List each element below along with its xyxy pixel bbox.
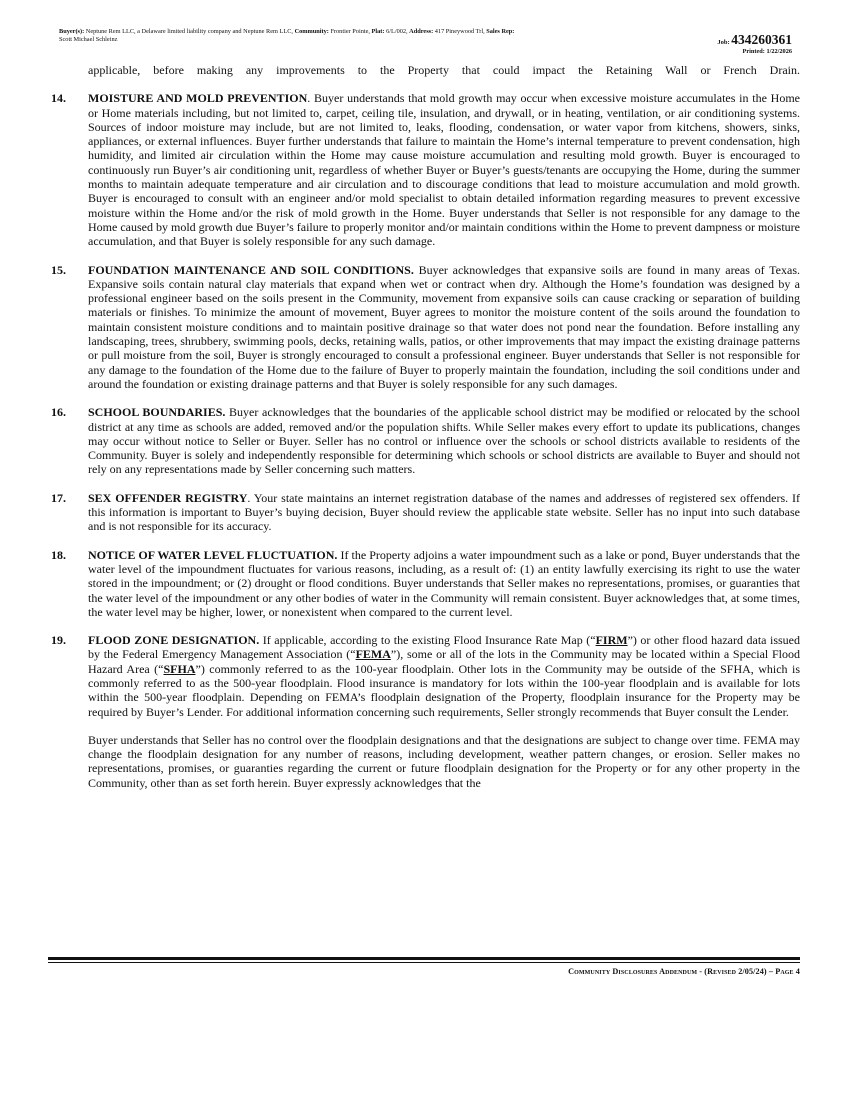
section-number: 15. (51, 262, 66, 277)
section-number: 14. (51, 91, 66, 106)
section-14 (0, 91, 849, 248)
section-title: MOISTURE AND MOLD PREVENTION (88, 91, 308, 106)
sales-rep-label: Sales Rep: (486, 28, 515, 35)
header-deal-info (59, 28, 689, 44)
section-title: FOUNDATION MAINTENANCE AND SOIL CONDITIONS. (88, 262, 414, 277)
buyers-label: Buyer(s): (59, 28, 85, 35)
job-label: Job: (717, 39, 730, 46)
footer-title: Community Disclosures Addendum - (Revised 2/05/24) – Page 4 (568, 967, 800, 976)
footer-rule-thick (48, 957, 800, 960)
buyers-value: Neptune Rem LLC, a Delaware limited liability company and Neptune Rem LLC, (85, 28, 293, 35)
address-value: 417 Pineywood Trl, (434, 28, 485, 35)
sales-rep-value: Scott Michael Schleinz (59, 36, 118, 43)
firm-term: FIRM (595, 633, 628, 648)
section-title: NOTICE OF WATER LEVEL FLUCTUATION. (88, 547, 338, 562)
section-17 (0, 491, 849, 534)
section-title: SEX OFFENDER REGISTRY (88, 490, 248, 505)
section-number: 18. (51, 547, 66, 562)
section-text: . Buyer understands that mold growth may occur when excessive moisture accumulates in the Home or Home materials including, but not limited to, carpet, ceiling tile, insulation, and drywall, or in heating, ventilation, or air conditioning systems. Sources of indoor moisture may include, but are not limited to, leaks, flooding, condensation, or water vapor from kitchens, showers, sinks, appliances, or external influences. Buyer further understands that failure to maintain the Home’s internal temperature to prevent condensation, high humidity, and limited air circulation within the Home may cause moisture accumulation and resulting mold growth. Buyer is encouraged to continuously run Buyer’s air conditioning unit, regardless of whether Buyer or Buyer’s guests/tenants are occupying the Home, during the summer months to maintain adequate temperature and air circulation and to discourage conditions that lead to moisture accumulation and mold growth. Buyer is encouraged to consult with an engineer and/or mold specialist to obtain detailed information regarding measures to prevent excessive moisture within the Home and/or the risk of mold growth in the Home. Buyer understands that Seller is not responsible for any damage to the Home caused by mold growth due Buyer’s failure to properly monitor and/or maintain conditions within the Home to prevent dampness or moisture accumulation, and that Buyer is solely responsible for any such damage. (88, 91, 800, 249)
address-label: Address: (409, 28, 434, 35)
sfha-term: SFHA (163, 661, 196, 676)
section-number: 17. (51, 490, 66, 505)
section-text: If the Property adjoins a water impoundment such as a lake or pond, Buyer understands that the water level of the impoundment fluctuates for various reasons, including, as a result of: (1) an entity lawfully exercising its right to use the water stored in the impoundment; or (2) drought or flood conditions. Buyer understands that Seller makes no representations, promises, or guaranties that the water level of the impoundment or any other bodies of water in the Community will remain consistent. Buyer acknowledges that, at some times, the water level may be higher, lower, or nonexistent when compared to the current level. (88, 547, 800, 619)
section-number: 16. (51, 405, 66, 420)
plat-label: Plat: (371, 28, 385, 35)
section-19-paragraph-2: Buyer understands that Seller has no control over the floodplain designations and that the designations are subject to change over time. FEMA may change the floodplain designation for any number of reasons, including development, weather pattern changes, or erosion. Seller makes no representations, promises, or guaranties regarding the current or future floodplain designation for the Property or for any other property in the Community, other than as set forth herein. Buyer expressly acknowledges that the (88, 732, 800, 790)
section-15 (0, 263, 849, 392)
footer-rule-thin (48, 962, 800, 963)
section-text-d: ”) commonly referred to as the 100-year floodplain. Other lots in the Community may be outside of the SFHA, which is commonly referred to as the 500-year floodplain. Flood insurance is mandatory for lots within the 100-year floodplain and is available for lots within the 500-year floodplain. Depending on FEMA’s floodplain designation of the Property, floodplain insurance for the Property may be required by Buyer’s Lender. For additional information concerning such requirements, Seller strongly recommends that Buyer consult the Lender. (88, 661, 800, 719)
page-footer (48, 957, 800, 976)
section-16 (0, 405, 849, 476)
fema-term: FEMA (355, 647, 391, 662)
page-header (59, 28, 792, 58)
section-text: . Your state maintains an internet registration database of the names and addresses of registered sex offenders. If this information is important to Buyer’s buying decision, Buyer should review the applicable state website. Seller has no input into such database and is not responsible for its accuracy. (88, 490, 800, 534)
community-label: Community: (294, 28, 329, 35)
header-job-info (717, 34, 792, 56)
section-number: 19. (51, 633, 66, 648)
section-19 (0, 633, 849, 790)
section-title: FLOOD ZONE DESIGNATION. (88, 633, 260, 648)
section-text-b: ”) or other flood hazard data issued by the Federal Emergency Management Association (“ (88, 633, 801, 662)
document-body (0, 58, 849, 790)
section-text: Buyer acknowledges that the boundaries of the applicable school district may be modified or relocated by the school district at any time as schools are added, removed and/or the population shifts. While Seller makes every effort to update its publications, changes may occur without notice to Seller or Buyer. Seller has no control or influence over the schools or school districts available to residents of the Community. Buyer is solely and independently responsible for determining which schools or school districts are available to Buyer and should not rely on any representations made by Seller concerning such matters. (88, 405, 800, 477)
job-number: 434260361 (731, 32, 792, 47)
section-18 (0, 548, 849, 619)
section-text-a: If applicable, according to the existing Flood Insurance Rate Map (“ (259, 633, 596, 648)
section-text: Buyer acknowledges that expansive soils are found in many areas of Texas. Expansive soils contain natural clay materials that expand when wet or contract when dry. Although the Home’s foundation was designed by a professional engineer based on the soils present in the Community, movement from expansive soils can cause cracking or separation of building materials or finishes. To minimize the amount of movement, Buyer agrees to monitor the moisture content of the soils around the foundation to maintain consistent moisture conditions and to maintain positive drainage so that water does not pond near the foundation. Before installing any landscaping, trees, shrubbery, swimming pools, decks, retaining walls, patios, or other improvements that may impact the existing drainage patterns or pull moisture from the soil, Buyer is strongly encouraged to consult a professional engineer. Buyer understands that Seller is not responsible for any damage to the foundation of the Home due to the failure of Buyer to properly maintain the foundation, including the soil conditions under and around the foundation or existing drainage patterns and that Buyer is solely responsible for any such damages. (88, 262, 800, 391)
printed-label: Printed: (742, 48, 765, 55)
section-title: SCHOOL BOUNDARIES. (88, 405, 226, 420)
section-text-c: ”), some or all of the lots in the Community may be located within a Special Flood Hazard Area (“ (88, 647, 800, 676)
continuation-paragraph: applicable, before making any improvements to the Property that could impact the Retaining Wall or French Drain. (88, 63, 800, 77)
plat-value: 6/L/002, (386, 28, 408, 35)
community-value: Frontier Pointe, (330, 28, 370, 35)
printed-date: 1/22/2026 (766, 48, 792, 55)
